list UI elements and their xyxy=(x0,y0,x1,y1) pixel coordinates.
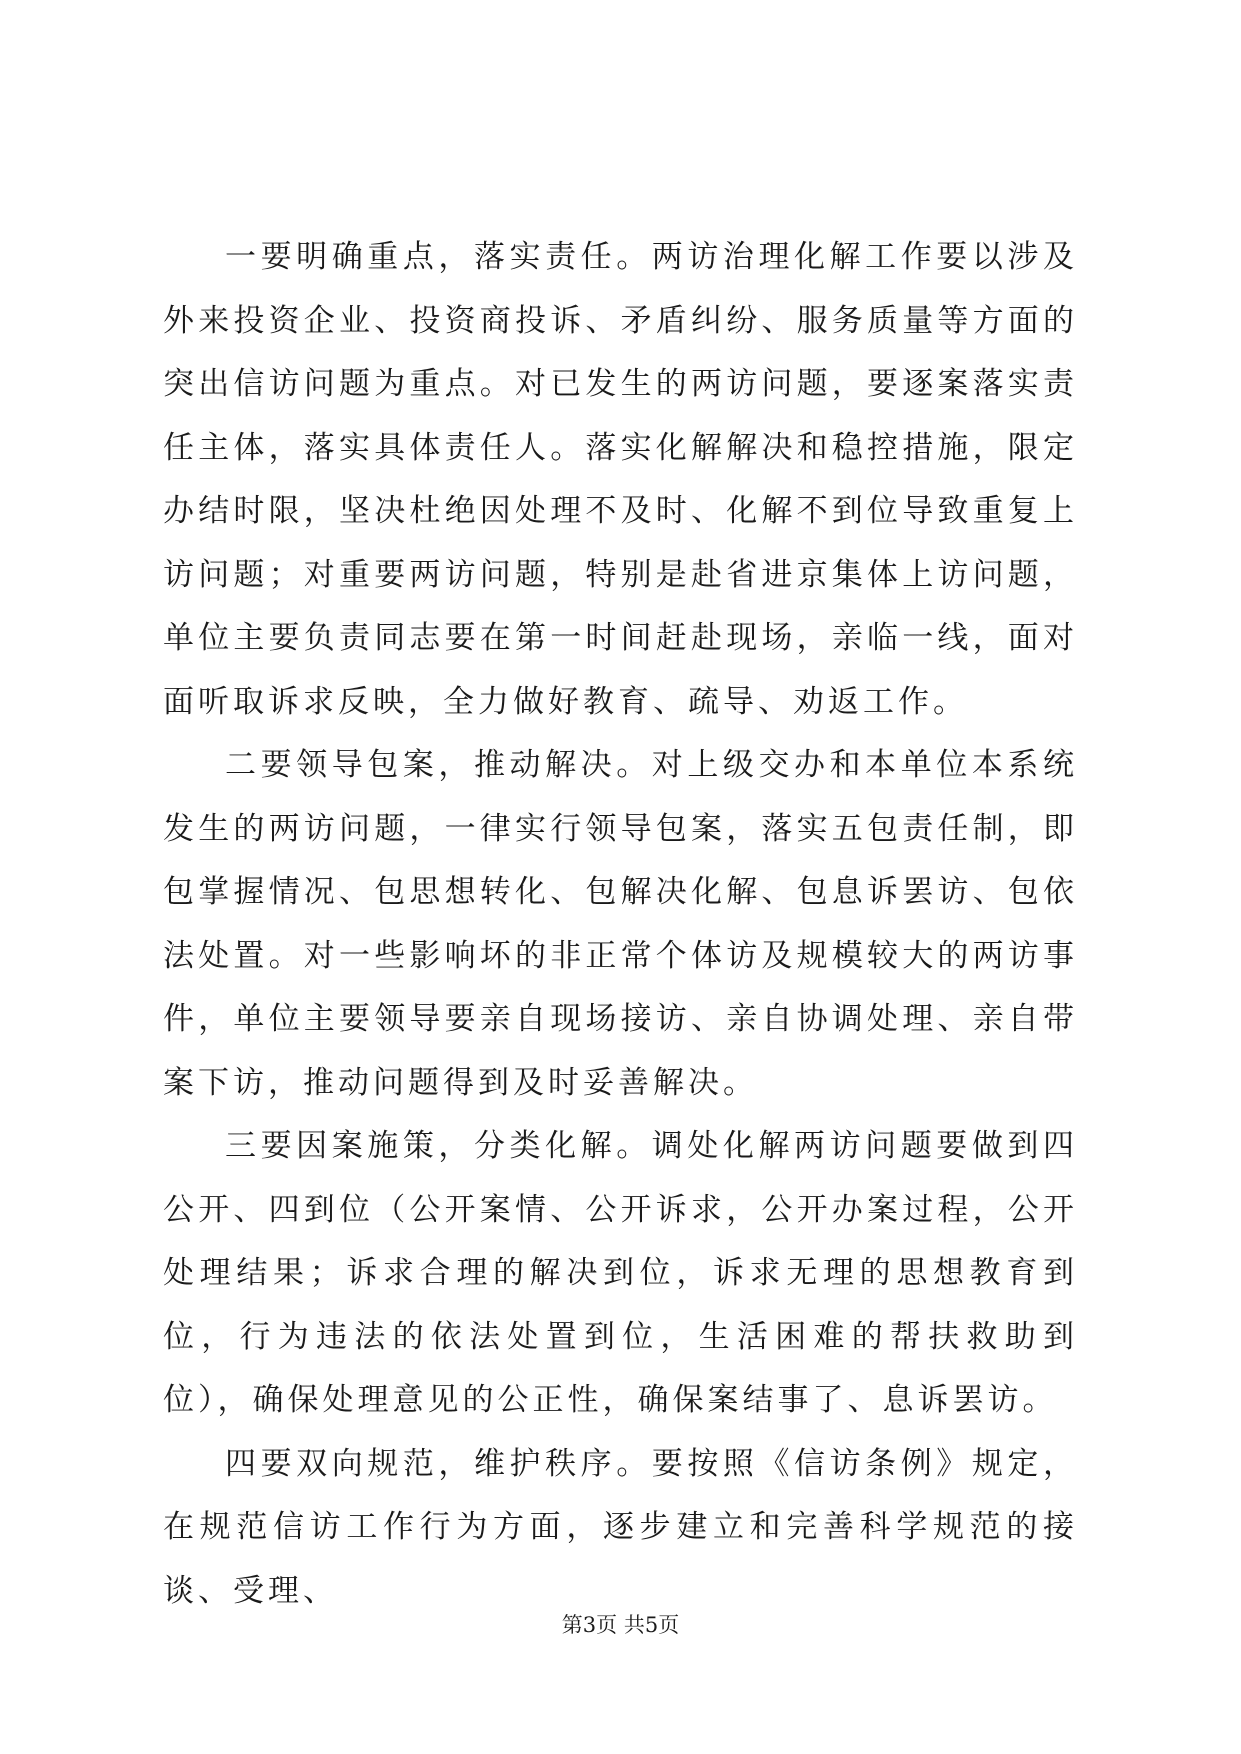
paragraph-1: 一要明确重点，落实责任。两访治理化解工作要以涉及外来投资企业、投资商投诉、矛盾纠纷、服务质量等方面的突出信访问题为重点。对已发生的两访问题，要逐案落实责任主体，落实具体责任人。落实化解解决和稳控措施，限定办结时限，坚决杜绝因处理不及时、化解不到位导致重复上访问题；对重要两访问题，特别是赴省进京集体上访问题，单位主要负责同志要在第一时间赶赴现场，亲临一线，面对面听取诉求反映，全力做好教育、疏导、劝返工作。 xyxy=(163,239,1078,720)
paragraph-4: 四要双向规范，维护秩序。要按照《信访条例》规定，在规范信访工作行为方面，逐步建立和完善科学规范的接谈、受理、 xyxy=(163,1445,1078,1609)
paragraph-2: 二要领导包案，推动解决。对上级交办和本单位本系统发生的两访问题，一律实行领导包案，落实五包责任制，即包掌握情况、包思想转化、包解决化解、包息诉罢访、包依法处置。对一些影响坏的非正常个体访及规模较大的两访事件，单位主要领导要亲自现场接访、亲自协调处理、亲自带案下访，推动问题得到及时妥善解决。 xyxy=(163,747,1078,1101)
page-number: 第3页 共5页 xyxy=(561,1613,680,1637)
document-body xyxy=(163,226,1078,1623)
paragraph-3: 三要因案施策，分类化解。调处化解两访问题要做到四公开、四到位（公开案情、公开诉求，公开办案过程，公开处理结果；诉求合理的解决到位，诉求无理的思想教育到位，行为违法的依法处置到位，生活困难的帮扶救助到位），确保处理意见的公正性，确保案结事了、息诉罢访。 xyxy=(163,1128,1078,1418)
page-footer xyxy=(0,1611,1241,1639)
